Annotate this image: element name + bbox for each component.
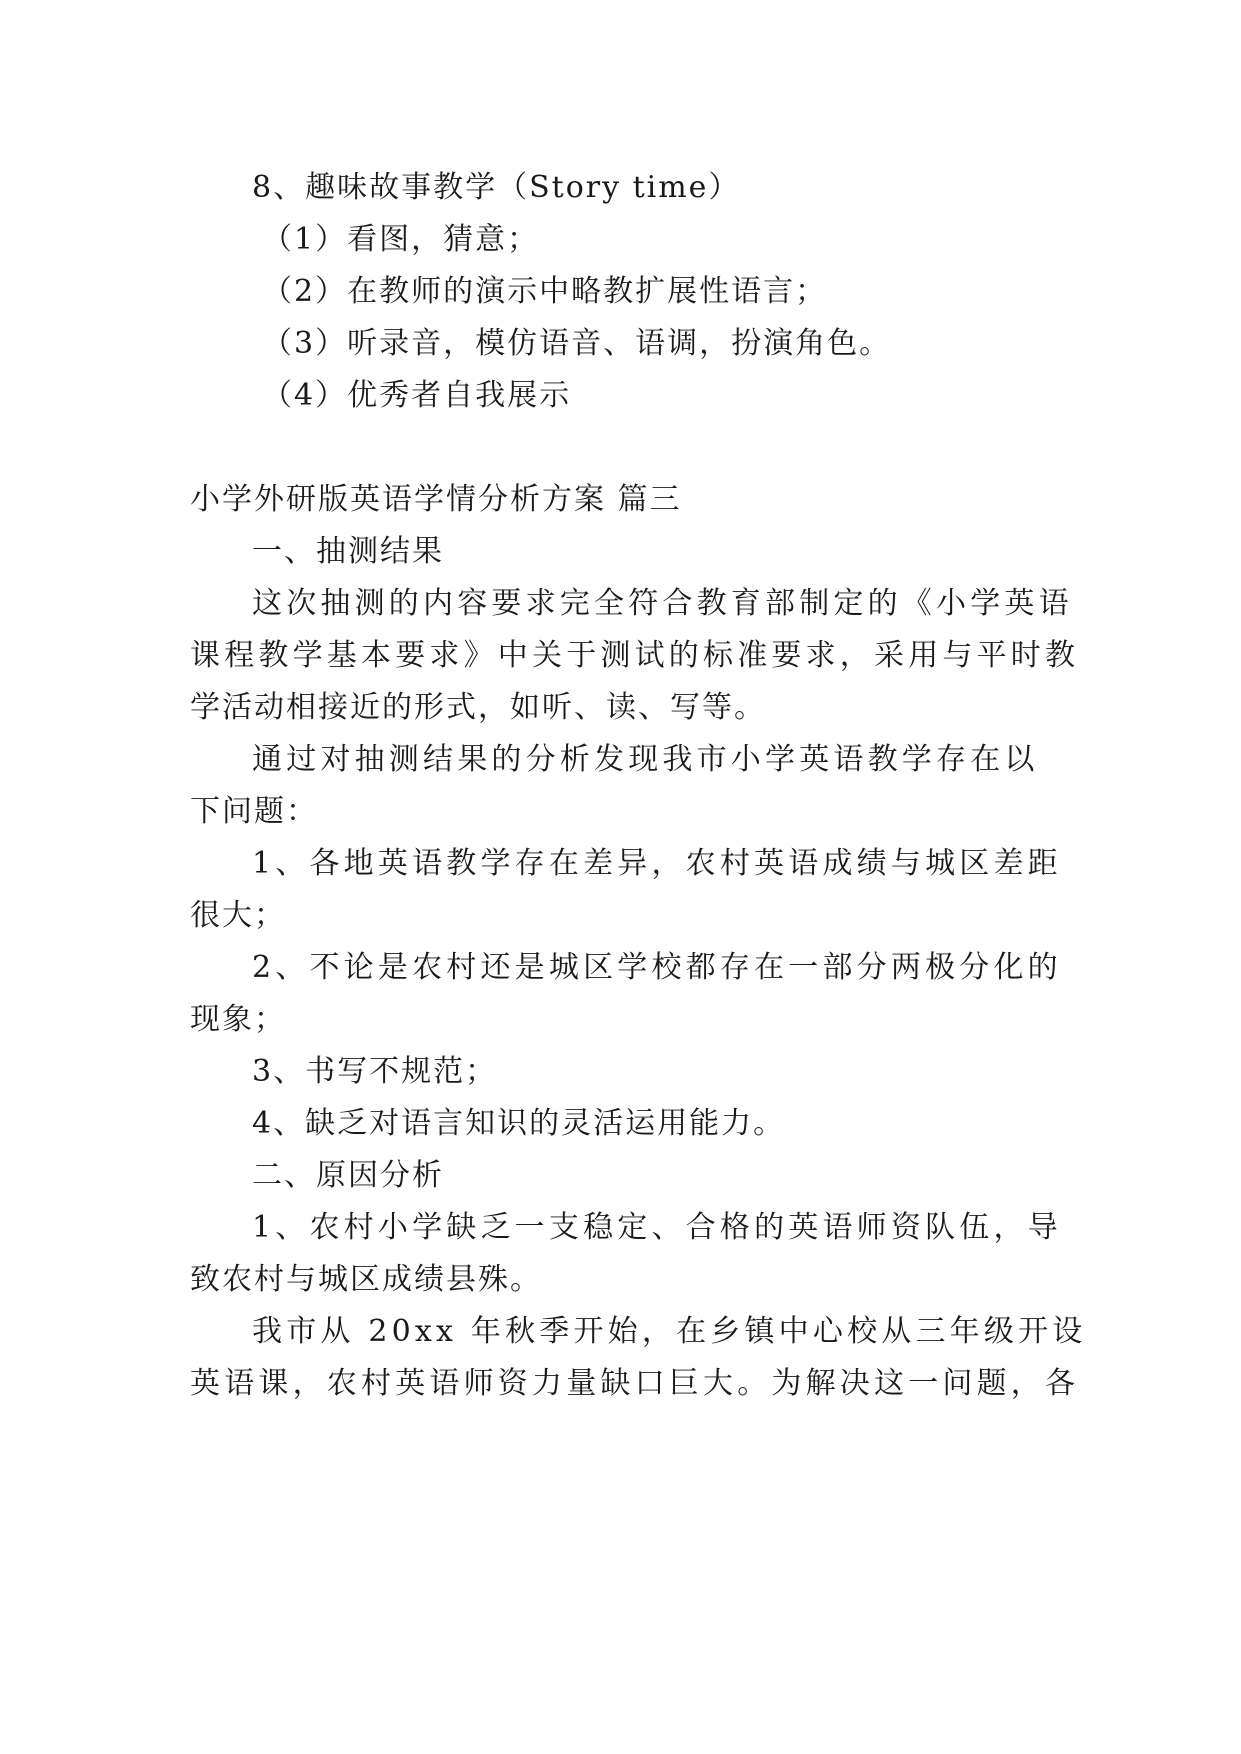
paragraph-line: 学活动相接近的形式，如听、读、写等。 xyxy=(190,690,766,725)
story-step-1: （1）看图，猜意； xyxy=(262,222,540,257)
problem-item: 4、缺乏对语言知识的灵活运用能力。 xyxy=(252,1106,786,1141)
story-heading: 8、趣味故事教学（Story time） xyxy=(252,170,741,205)
section-title: 小学外研版英语学情分析方案 篇三 xyxy=(190,482,682,517)
reason-item-cont: 致农村与城区成绩县殊。 xyxy=(190,1262,542,1297)
subheading-results: 一、抽测结果 xyxy=(252,534,444,569)
paragraph-line: 英语课，农村英语师资力量缺口巨大。为解决这一问题，各 xyxy=(190,1366,1080,1401)
story-step-4: （4）优秀者自我展示 xyxy=(262,378,572,413)
problem-item-cont: 现象； xyxy=(190,1002,286,1037)
paragraph-line: 我市从 20xx 年秋季开始，在乡镇中心校从三年级开设 xyxy=(252,1314,1087,1349)
paragraph-line: 课程教学基本要求》中关于测试的标准要求，采用与平时教 xyxy=(190,638,1080,673)
problem-item: 2、不论是农村还是城区学校都存在一部分两极分化的 xyxy=(252,950,1062,985)
problem-item: 1、各地英语教学存在差异，农村英语成绩与城区差距 xyxy=(252,846,1062,881)
problem-item: 3、书写不规范； xyxy=(252,1054,498,1089)
paragraph-line: 这次抽测的内容要求完全符合教育部制定的《小学英语 xyxy=(252,586,1073,621)
subheading-reasons: 二、原因分析 xyxy=(252,1158,444,1193)
problem-item-cont: 很大； xyxy=(190,898,286,933)
paragraph-line: 通过对抽测结果的分析发现我市小学英语教学存在以 xyxy=(252,742,1039,777)
reason-item: 1、农村小学缺乏一支稳定、合格的英语师资队伍，导 xyxy=(252,1210,1062,1245)
paragraph-line: 下问题： xyxy=(190,794,318,829)
story-step-3: （3）听录音，模仿语音、语调，扮演角色。 xyxy=(262,326,892,361)
story-step-2: （2）在教师的演示中略教扩展性语言； xyxy=(262,274,828,309)
